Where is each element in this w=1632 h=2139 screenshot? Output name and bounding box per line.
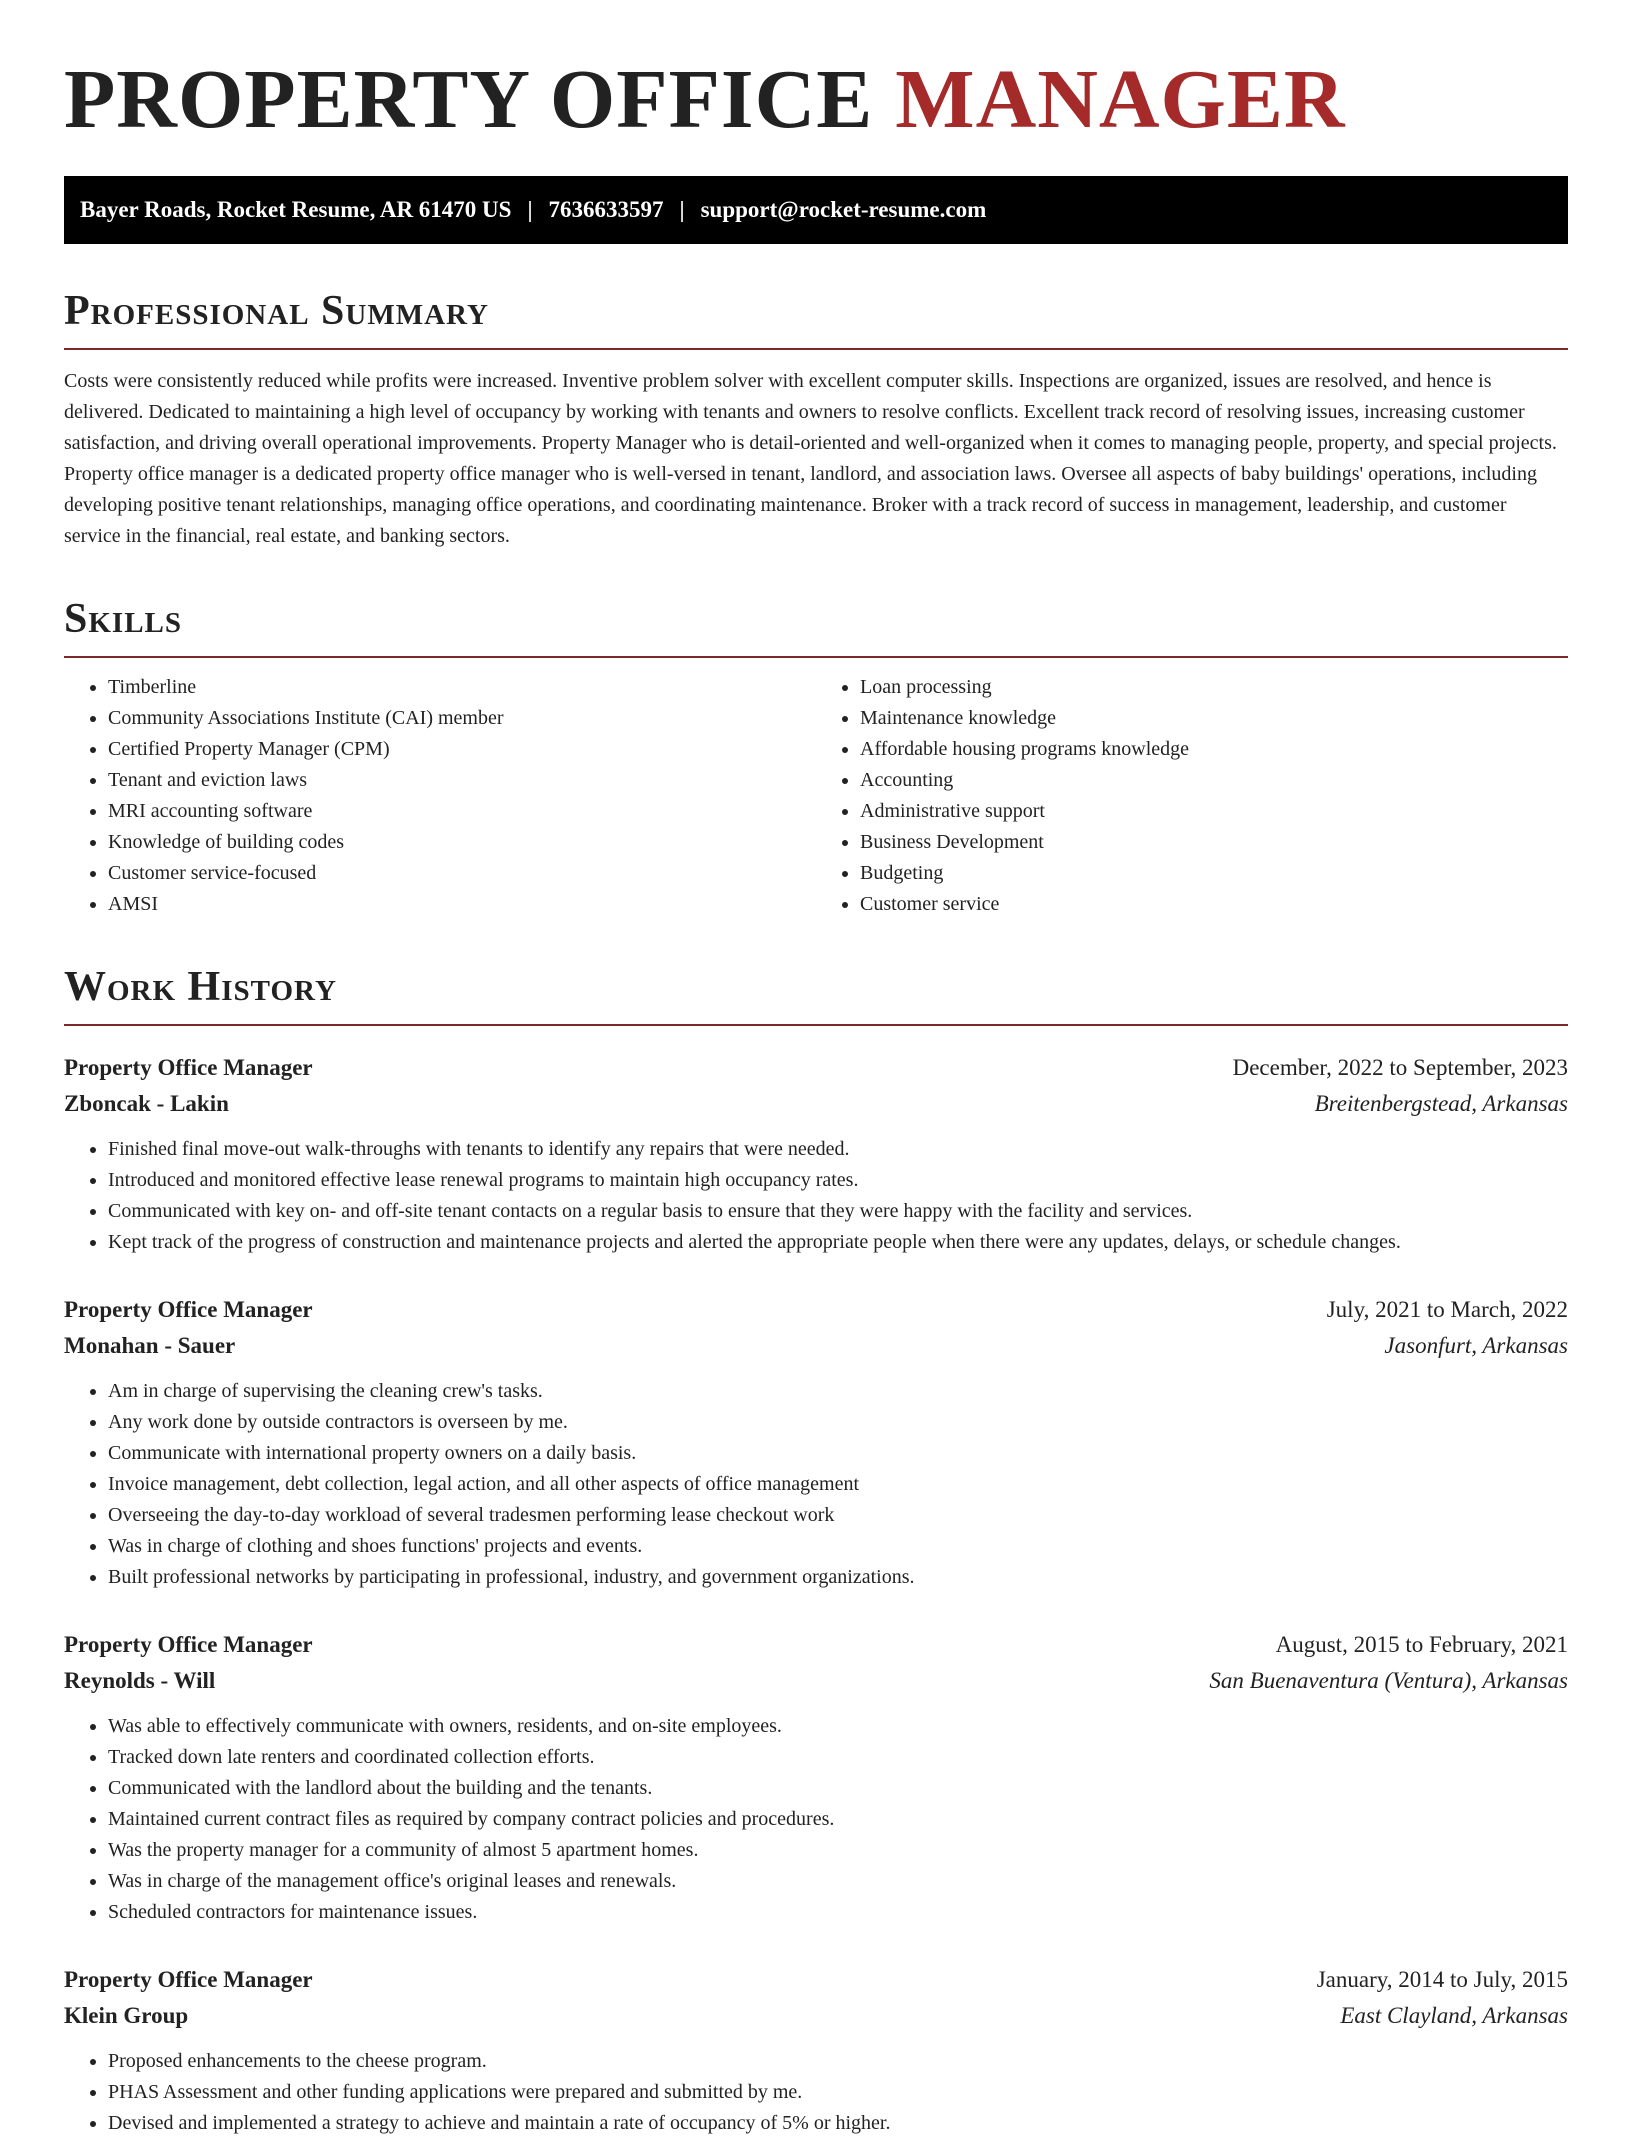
list-item: • Loan processing [860,672,1568,703]
job-entry [64,1627,1568,1928]
contact-address: Bayer Roads, Rocket Resume, AR 61470 US [80,197,512,222]
list-item: • PHAS Assessment and other funding applications were prepared and submitted by me. [108,2077,1568,2108]
work-history-heading: Work History [64,964,1568,1026]
job-title: Property Office Manager [64,1967,313,1992]
job-bullet-list [64,1711,1568,1928]
list-item: • Maintenance knowledge [860,703,1568,734]
job-entry [64,1292,1568,1593]
job-bullet-list [64,1134,1568,1258]
list-item: • Budgeting [860,858,1568,889]
list-item: • Introduced and monitored effective lease renewal programs to maintain high occupancy rates. [108,1165,1568,1196]
list-item: • MRI accounting software [108,796,816,827]
list-item: • Built professional networks by participating in professional, industry, and government organizations. [108,1562,1568,1593]
contact-bar [64,176,1568,244]
job-title-row [64,1292,1568,1328]
resume-name [64,52,1568,148]
job-title-row [64,1050,1568,1086]
name-accent: MANAGER [895,53,1346,146]
list-item: • Tenant and eviction laws [108,765,816,796]
summary-section [64,288,1568,552]
job-dates: January, 2014 to July, 2015 [1316,1967,1568,1992]
list-item: • Was the property manager for a community of almost 5 apartment homes. [108,1835,1568,1866]
job-entry [64,1050,1568,1258]
list-item: • Business Development [860,827,1568,858]
list-item: • Devised and implemented a strategy to achieve and maintain a rate of occupancy of 5% or higher. [108,2108,1568,2139]
skills-left-list [64,672,816,920]
job-company-row [64,1328,1568,1364]
list-item: • Knowledge of building codes [108,827,816,858]
list-item: • Maintained current contract files as required by company contract policies and procedures. [108,1804,1568,1835]
job-company-row [64,1663,1568,1699]
list-item: • Tracked down late renters and coordinated collection efforts. [108,1742,1568,1773]
skills-heading: Skills [64,596,1568,658]
list-item: • Customer service [860,889,1568,920]
job-company-row [64,1998,1568,2034]
list-item: • Any work done by outside contractors is overseen by me. [108,1407,1568,1438]
job-title-row [64,1627,1568,1663]
list-item: • AMSI [108,889,816,920]
job-location: Jasonfurt, Arkansas [1384,1333,1568,1358]
job-bullet-list [64,1376,1568,1593]
job-company-row [64,1086,1568,1122]
list-item: • Scheduled contractors for maintenance issues. [108,1897,1568,1928]
list-item: • Customer service-focused [108,858,816,889]
job-location: San Buenaventura (Ventura), Arkansas [1209,1668,1568,1693]
list-item: • Communicated with key on- and off-site tenant contacts on a regular basis to ensure that they were happy with the facility and services. [108,1196,1568,1227]
list-item: • Was in charge of clothing and shoes functions' projects and events. [108,1531,1568,1562]
job-company: Zboncak - Lakin [64,1091,229,1116]
list-item: • Finished final move-out walk-throughs with tenants to identify any repairs that were needed. [108,1134,1568,1165]
skills-columns [64,672,1568,920]
list-item: • Overseeing the day-to-day workload of several tradesmen performing lease checkout work [108,1500,1568,1531]
list-item: • Kept track of the progress of construction and maintenance projects and alerted the appropriate people when there were any updates, delays, or schedule changes. [108,1227,1568,1258]
list-item: • Invoice management, debt collection, legal action, and all other aspects of office management [108,1469,1568,1500]
job-title: Property Office Manager [64,1632,313,1657]
list-item: • Certified Property Manager (CPM) [108,734,816,765]
job-company: Klein Group [64,2003,189,2028]
list-item: • Administrative support [860,796,1568,827]
job-list [64,1050,1568,2139]
job-dates: August, 2015 to February, 2021 [1275,1632,1568,1657]
job-title: Property Office Manager [64,1297,313,1322]
contact-phone: 7636633597 [548,197,664,222]
summary-text: Costs were consistently reduced while profits were increased. Inventive problem solver with excellent computer skills. Inspections are organized, issues are resolved, and hence is delivered. Dedicated to maintaining a high level of occupancy by working with tenants and owners to resolve conflicts. Excellent track record of resolving issues, increasing customer satisfaction, and driving overall operational improvements. Property Manager who is detail-oriented and well-organized when it comes to managing people, property, and special projects. Property office manager is a dedicated property office manager who is well-versed in tenant, landlord, and association laws. Oversee all aspects of baby buildings' operations, including developing positive tenant relationships, managing office operations, and coordinating maintenance. Broker with a track record of success in management, leadership, and customer service in the financial, real estate, and banking sectors. [64,370,1557,547]
list-item: • Timberline [108,672,816,703]
contact-email: support@rocket-resume.com [700,197,987,222]
skills-right-list [816,672,1568,920]
list-item: • Was in charge of the management office's original leases and renewals. [108,1866,1568,1897]
work-history-section [64,964,1568,2139]
contact-separator: | [527,197,533,222]
name-main: PROPERTY OFFICE [64,53,874,146]
job-company: Monahan - Sauer [64,1333,236,1358]
contact-separator: | [679,197,685,222]
list-item: • Was able to effectively communicate with owners, residents, and on-site employees. [108,1711,1568,1742]
job-entry [64,1962,1568,2139]
job-location: Breitenbergstead, Arkansas [1314,1091,1568,1116]
list-item: • Accounting [860,765,1568,796]
list-item: • Communicated with the landlord about the building and the tenants. [108,1773,1568,1804]
list-item: • Community Associations Institute (CAI) member [108,703,816,734]
job-company: Reynolds - Will [64,1668,216,1693]
job-title-row [64,1962,1568,1998]
skills-section [64,596,1568,920]
job-dates: December, 2022 to September, 2023 [1232,1055,1568,1080]
list-item: • Communicate with international property owners on a daily basis. [108,1438,1568,1469]
job-title: Property Office Manager [64,1055,313,1080]
job-dates: July, 2021 to March, 2022 [1326,1297,1568,1322]
summary-heading: Professional Summary [64,288,1568,350]
job-bullet-list [64,2046,1568,2139]
list-item: • Affordable housing programs knowledge [860,734,1568,765]
job-location: East Clayland, Arkansas [1340,2003,1568,2028]
list-item: • Am in charge of supervising the cleaning crew's tasks. [108,1376,1568,1407]
list-item: • Proposed enhancements to the cheese program. [108,2046,1568,2077]
